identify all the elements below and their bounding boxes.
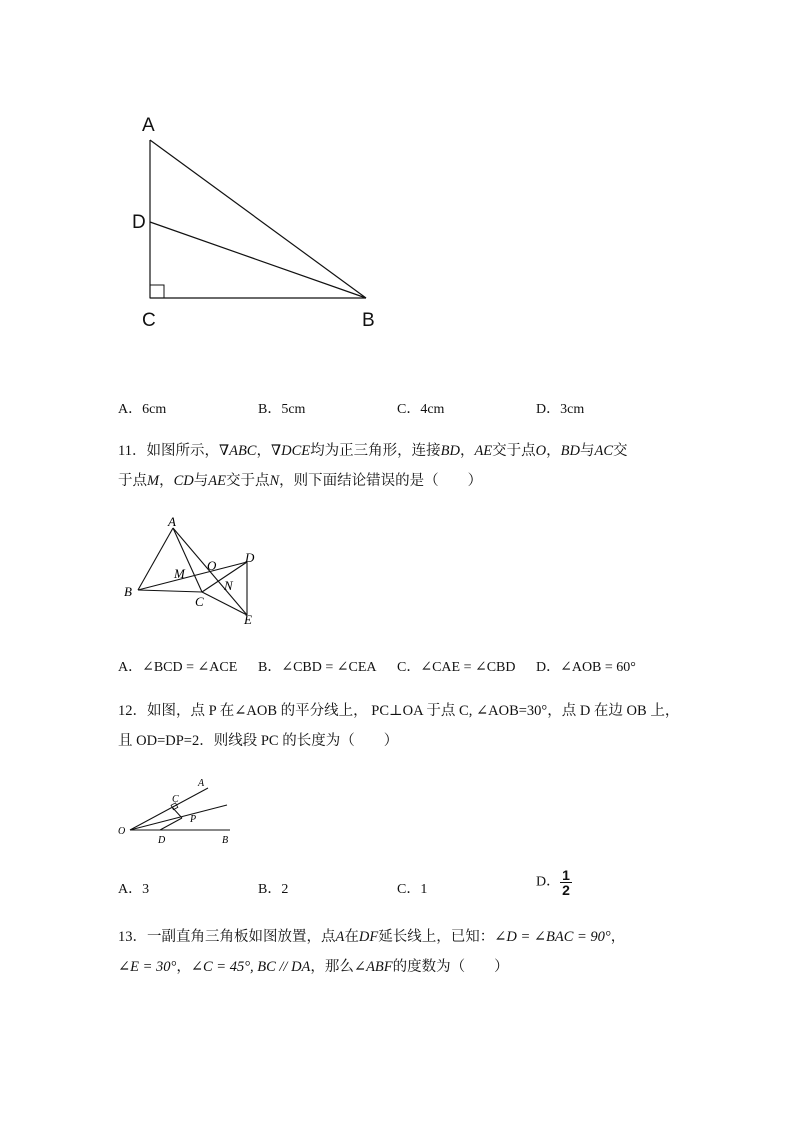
q11-option-a[interactable]: A．∠BCD = ∠ACE (118, 660, 238, 675)
q10-option-b[interactable]: B．5cm (258, 402, 306, 417)
label-a: A (142, 115, 155, 136)
label-d: D (132, 212, 146, 233)
q11-label-e: E (244, 612, 252, 627)
q11-option-c[interactable]: C．∠CAE = ∠CBD (397, 660, 516, 675)
q11-label-m: M (174, 566, 185, 581)
q11-option-b[interactable]: B．∠CBD = ∠CEA (258, 660, 377, 675)
label-b: B (362, 310, 375, 331)
segment-db (150, 222, 366, 298)
label-c: C (142, 310, 156, 331)
fraction-one-half: $\frac{1}{2}$ (562, 867, 570, 898)
q10-option-c[interactable]: C．4cm (397, 402, 445, 417)
figure-q12-angle-bisector (110, 770, 250, 850)
q10-option-a[interactable]: A．6cm (118, 402, 167, 417)
q11-label-n: N (224, 578, 233, 593)
q11-label-o: O (207, 558, 217, 573)
q11-label-d: D (245, 550, 255, 565)
q12-option-b[interactable]: B．2 (258, 882, 289, 897)
q12-stem: 12．如图，点 P 在∠AOB 的平分线上， PC⊥OA 于点 C, ∠AOB=30°，点 D 在边 OB 上， 且 OD=DP=2．则线段 PC 的长度为（ ） (118, 703, 680, 749)
q12-label-d: D (158, 835, 166, 846)
figure-q11-triangles (110, 510, 290, 635)
figure-q10-right-triangle (0, 0, 794, 360)
q12-option-a[interactable]: A．3 (118, 882, 150, 897)
q12-label-p: P (190, 814, 197, 825)
q11-label-a: A (168, 514, 176, 529)
q11-label-b: B (124, 584, 132, 599)
q12-label-a: A (198, 778, 205, 789)
q12-label-b: B (222, 835, 229, 846)
q12-label-c: C (172, 794, 179, 805)
q12-option-d[interactable]: D． $\frac{1}{2}$ (536, 867, 570, 898)
right-angle-mark (150, 285, 164, 298)
q12-option-c[interactable]: C．1 (397, 882, 428, 897)
q13-stem: 13．一副直角三角板如图放置，点A在DF延长线上，已知：∠D = ∠BAC = 90°， ∠E = 30°，∠C = 45°, BC // DA，那么∠ABF的度数为（ ） (118, 929, 626, 975)
q11-stem: 11．如图所示，∇ABC，∇DCE均为正三角形，连接BD，AE交于点O，BD与AC交 于点M，CD与AE交于点N，则下面结论错误的是（ ） (118, 443, 628, 489)
q11-label-c: C (195, 594, 204, 609)
q11-option-d[interactable]: D．∠AOB = 60° (536, 660, 636, 675)
q12-label-o: O (118, 826, 126, 837)
q10-option-d[interactable]: D．3cm (536, 402, 585, 417)
segment-ab (150, 140, 366, 298)
